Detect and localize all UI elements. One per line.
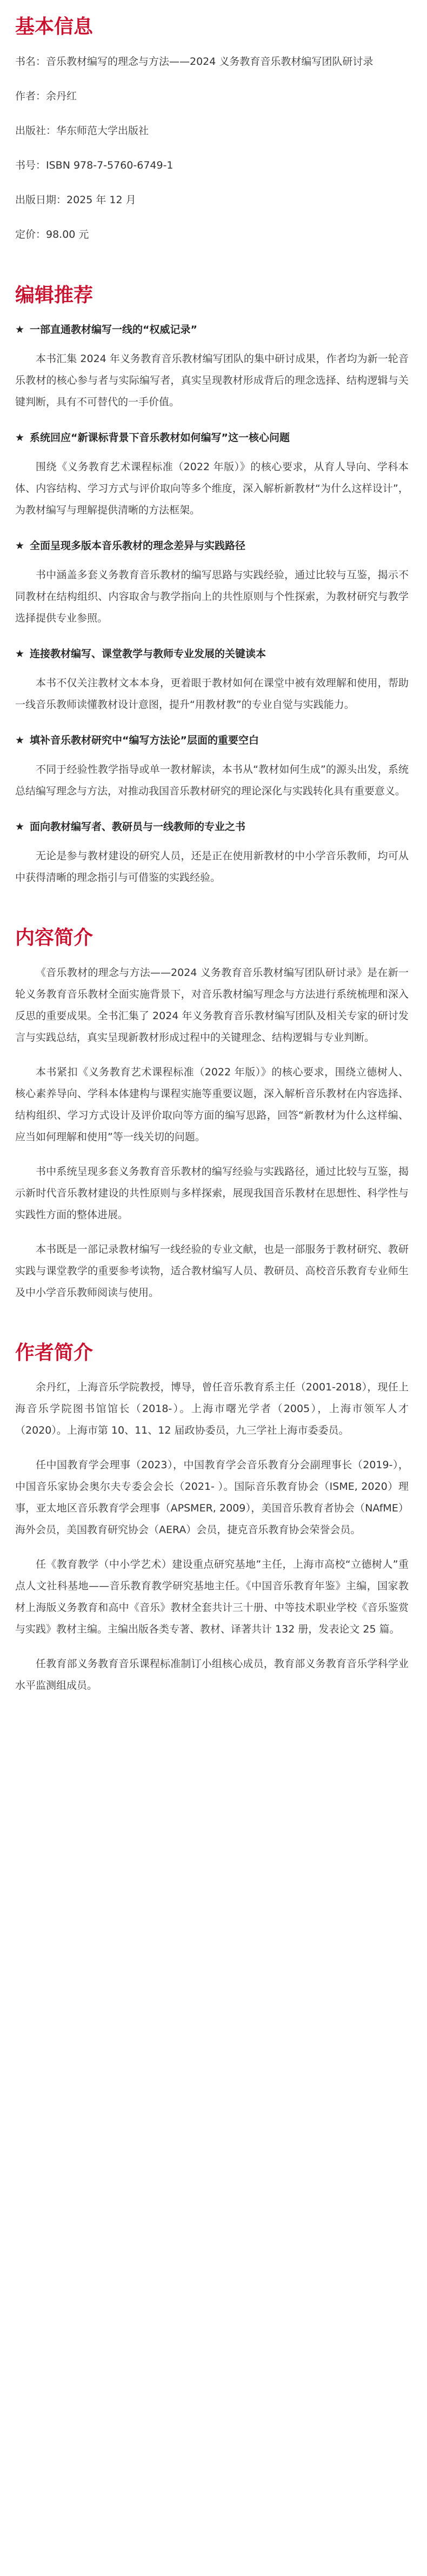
recommendation-point: [15, 730, 409, 802]
book-pub-date: 出版日期：2025 年 12 月: [15, 194, 136, 206]
point-text: 书中涵盖多套义务教育音乐教材的编写思路与实践经验，通过比较与互鉴，揭示不同教材在结构组织、内容取舍与教学指向上的共性原则与个性探索，为教材研究与教学选择提供专业参照。: [15, 569, 409, 625]
book-isbn: 书号：ISBN 978-7-5760-6749-1: [15, 159, 174, 172]
book-price: 定价：98.00 元: [15, 229, 89, 241]
author-paragraph: 任教育部义务教育音乐课程标准制订小组核心成员，教育部义务教育音乐学科学业水平监测组成员。: [15, 1657, 409, 1691]
author-paragraph: 任《教育教学（中小学艺术）建设重点研究基地”主任，上海市高校“立德树人”重点人文社科基地——音乐教育教学研究基地主任。《中国音乐教育年鉴》主编，国家教材上海版义务教育和高中《音乐》教材全套共计三十册、中等技术职业学校《音乐鉴赏与实践》教材主编。主编出版各类专著、教材、译著共计 132 册，发表论文 25 篇。: [15, 1558, 409, 1635]
summary-paragraph: 书中系统呈现多套义务教育音乐教材的编写经验与实践路径，通过比较与互鉴，揭示新时代音乐教材建设的共性原则与多样探索，展现我国音乐教材在思想性、科学性与实践性方面的整体进展。: [15, 1165, 409, 1221]
recommendation-section: [15, 284, 409, 888]
basic-info-title: 基本信息: [15, 16, 94, 38]
summary-paragraph: 《音乐教材的理念与方法——2024 义务教育音乐教材编写团队研讨录》是在新一轮义务教育音乐教材全面实施背景下，对音乐教材编写理念与方法进行系统梳理和深入反思的重要成果。全书汇集了 2024 年义务教育音乐教材编写团队及相关专家的研讨发言与实践总结，真实呈现新教材形成过程中的关键理念、结构逻辑与专业判断。: [15, 966, 409, 1043]
summary-title: 内容简介: [15, 927, 94, 949]
point-heading: ★ 系统回应“新课标背景下音乐教材如何编写”这一核心问题: [15, 432, 290, 444]
star-icon: ★: [15, 432, 25, 444]
author-section: [15, 1341, 409, 1696]
recommendation-point: [15, 643, 409, 715]
star-icon: ★: [15, 734, 25, 747]
recommendation-point: [15, 319, 409, 413]
star-icon: ★: [15, 540, 25, 552]
book-publisher: 出版社：华东师范大学出版社: [15, 125, 149, 137]
summary-section: [15, 926, 409, 1303]
recommendation-title: 编辑推荐: [15, 284, 94, 307]
recommendation-point: [15, 427, 409, 521]
point-heading: ★ 一部直通教材编写一线的“权威记录”: [15, 324, 198, 336]
recommendation-point: [15, 535, 409, 629]
point-heading: ★ 填补音乐教材研究中“编写方法论”层面的重要空白: [15, 734, 259, 747]
point-heading: ★ 连接教材编写、课堂教学与教师专业发展的关键读本: [15, 648, 266, 660]
star-icon: ★: [15, 648, 25, 660]
summary-paragraph: 本书紧扣《义务教育艺术课程标准（2022 年版）》的核心要求，围绕立德树人、核心素养导向、学科本体建构与课程实施等重要议题，深入解析音乐教材在内容选择、结构组织、学习方式设计及评价取向等方面的编写思路，回答“新教材为什么这样编、应当如何理解和使用”等一线关切的问题。: [15, 1066, 409, 1143]
recommendation-point: [15, 816, 409, 888]
summary-paragraph: 本书既是一部记录教材编写一线经验的专业文献，也是一部服务于教材研究、教研实践与课堂教学的重要参考读物，适合教材编写人员、教研员、高校音乐教育专业师生及中小学音乐教师阅读与使用。: [15, 1243, 409, 1299]
point-text: 不同于经验性教学指导或单一教材解读，本书从“教材如何生成”的源头出发，系统总结编写理念与方法，对推动我国音乐教材研究的理论深化与实践转化具有重要意义。: [15, 764, 409, 798]
point-heading: ★ 面向教材编写者、教研员与一线教师的专业之书: [15, 821, 246, 833]
point-text: 围绕《义务教育艺术课程标准（2022 年版）》的核心要求，从育人导向、学科本体、内容结构、学习方式与评价取向等多个维度，深入解析新教材“为什么这样设计”，为教材编写与理解提供清晰的方法框架。: [15, 461, 409, 517]
point-heading: ★ 全面呈现多版本音乐教材的理念差异与实践路径: [15, 540, 246, 552]
book-title: 书名：音乐教材编写的理念与方法——2024 义务教育音乐教材编写团队研讨录: [15, 56, 373, 68]
point-text: 本书不仅关注教材文本本身，更着眼于教材如何在课堂中被有效理解和使用，帮助一线音乐教师读懂教材设计意图，提升“用教材教”的专业自觉与实践能力。: [15, 677, 409, 711]
point-text: 无论是参与教材建设的研究人员，还是正在使用新教材的中小学音乐教师，均可从中获得清晰的理念指引与可借鉴的实践经验。: [15, 850, 409, 884]
star-icon: ★: [15, 324, 25, 336]
point-text: 本书汇集 2024 年义务教育音乐教材编写团队的集中研讨成果，作者均为新一轮音乐教材的核心参与者与实际编写者，真实呈现教材形成背后的理念选择、结构逻辑与关键判断，具有不可替代的一手价值。: [15, 353, 409, 409]
author-paragraph: 余丹红，上海音乐学院教授，博导，曾任音乐教育系主任（2001-2018），现任上海音乐学院图书馆馆长（2018-）。上海市曙光学者（2005），上海市领军人才（2020）。上海市第 10、11、12 届政协委员，九三学社上海市委委员。: [15, 1381, 409, 1436]
star-icon: ★: [15, 821, 25, 833]
author-title: 作者简介: [15, 1341, 94, 1364]
author-paragraph: 任中国教育学会理事（2023），中国教育学会音乐教育分会副理事长（2019-），中国音乐家协会奥尔夫专委会会长（2021- ）。国际音乐教育协会（ISME, 2020）理事，亚太地区音乐教育学会理事（APSMER, 2009），美国音乐教育者协会（NAfME）海外会员，美国教育研究协会（AERA）会员，捷克音乐教育协会荣誉会员。: [15, 1458, 409, 1536]
basic-info-section: [15, 15, 409, 246]
book-author: 作者：余丹红: [15, 90, 77, 103]
